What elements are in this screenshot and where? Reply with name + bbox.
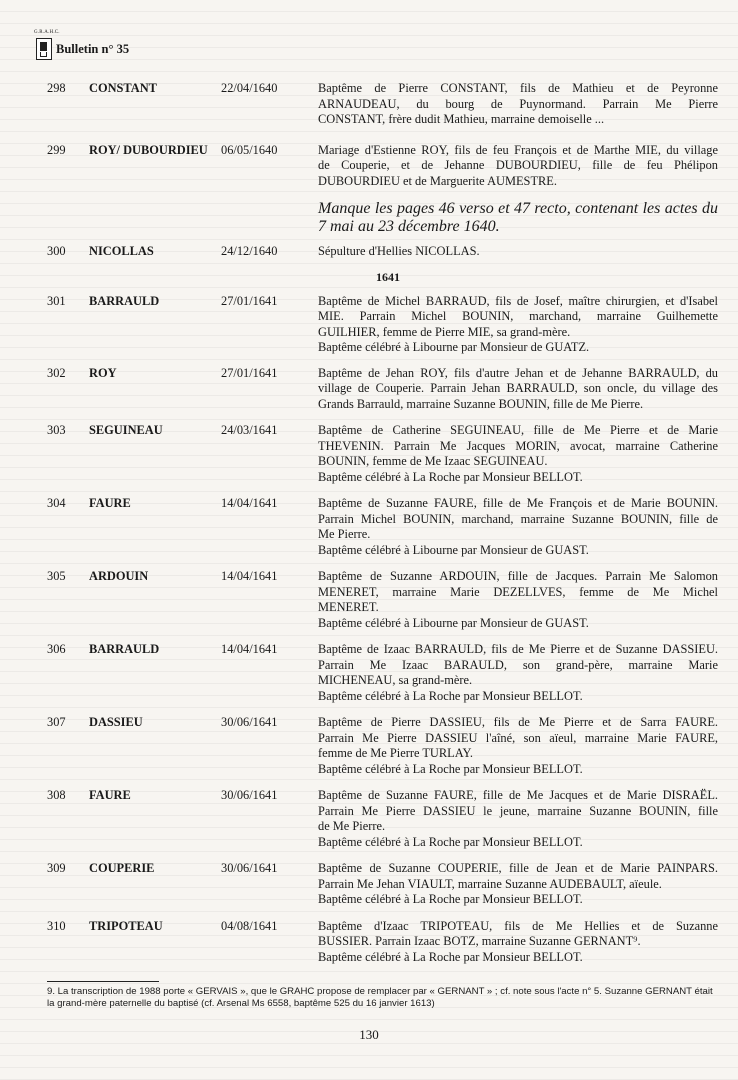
entry-text bbox=[318, 496, 718, 558]
entry-text-line: Baptême célébré à La Roche par Monsieur BELLOT. bbox=[318, 949, 583, 964]
entry-text-line: Baptême célébré à La Roche par Monsieur BELLOT. bbox=[318, 469, 583, 484]
register-entry bbox=[0, 244, 738, 260]
entry-text-line: ARNAUDEAU, du bourg de Puynormand. Parrain Me Pierre bbox=[318, 96, 718, 111]
entry-text bbox=[318, 861, 718, 908]
entry-text-line: Baptême de Suzanne FAURE, fille de Me François et de Marie BOUNIN. bbox=[318, 496, 718, 510]
entry-date: 14/04/1641 bbox=[221, 569, 278, 583]
entry-surname: SEGUINEAU bbox=[89, 423, 163, 437]
register-entry bbox=[0, 861, 738, 908]
entry-surname: NICOLLAS bbox=[89, 244, 154, 258]
entry-text-line: Baptême de Catherine SEGUINEAU, fille de Me Pierre et de Marie bbox=[318, 423, 718, 437]
entry-text-line: BOUNIN, femme de Me Izaac SEGUINEAU. bbox=[318, 454, 548, 468]
register-entry bbox=[0, 919, 738, 966]
entry-text bbox=[318, 642, 718, 704]
entry-text-line: BUSSIER. Parrain Izaac BOTZ, marraine Suzanne GERNANT⁹. bbox=[318, 934, 641, 948]
entry-date: 30/06/1641 bbox=[221, 788, 278, 802]
entry-text-line: Baptême célébré à La Roche par Monsieur BELLOT. bbox=[318, 688, 583, 703]
entry-number: 298 bbox=[47, 81, 66, 95]
entry-text-line: MICHENEAU, sa grand-mère. bbox=[318, 673, 473, 687]
register-entry bbox=[0, 788, 738, 850]
logo-icon bbox=[36, 38, 52, 60]
entry-text-line: femme de Me Pierre TURLAY. bbox=[318, 746, 473, 760]
register-entry bbox=[0, 294, 738, 356]
entry-text-line: Mariage d'Estienne ROY, fils de feu François et de Marthe MIE, du village bbox=[318, 142, 718, 157]
entry-date: 30/06/1641 bbox=[221, 715, 278, 729]
entry-date: 24/03/1641 bbox=[221, 423, 278, 437]
entry-surname: TRIPOTEAU bbox=[89, 918, 163, 933]
entry-text-line: de Me Pierre. bbox=[318, 819, 386, 833]
entry-text-line: DUBOURDIEU et de Marguerite AUMESTRE. bbox=[318, 173, 557, 188]
entry-surname: DASSIEU bbox=[89, 715, 143, 729]
entry-text-line: Baptême de Michel BARRAUD, fils de Josef, maître chirurgien, et d'Isabel bbox=[318, 293, 718, 308]
entry-date: 27/01/1641 bbox=[221, 293, 278, 308]
entry-text bbox=[318, 81, 718, 128]
entry-text-line: Baptême de Jehan ROY, fils d'autre Jehan et de Jehanne BARRAULD, du bbox=[318, 365, 718, 380]
entry-text-line: Baptême d'Izaac TRIPOTEAU, fils de Me Hellies et de Suzanne bbox=[318, 918, 718, 933]
entry-number: 306 bbox=[47, 642, 66, 656]
logo-caption: G.R.A.H.C. bbox=[34, 30, 60, 35]
entry-number: 304 bbox=[47, 496, 66, 510]
entry-date: 24/12/1640 bbox=[221, 244, 278, 258]
register-entry bbox=[0, 143, 738, 190]
entry-number: 305 bbox=[47, 569, 66, 583]
bulletin-title: Bulletin n° 35 bbox=[56, 42, 130, 56]
entry-text-line: Baptême de Pierre CONSTANT, fils de Mathieu et de Peyronne bbox=[318, 81, 718, 95]
entry-text-line: MENERET, marraine Marie DEZELLVES, femme de Me Michel bbox=[318, 584, 718, 599]
entry-text-line: Me Pierre. bbox=[318, 527, 371, 541]
entry-text-line: de Couperie, et de Jehanne DUBOURDIEU, fille de feu Phélipon bbox=[318, 158, 718, 172]
entry-surname: ROY/ DUBOURDIEU bbox=[89, 142, 208, 157]
entry-text-line: Baptême célébré à Libourne par Monsieur de GUAST. bbox=[318, 542, 589, 557]
entry-text-line: village de Couperie. Parrain Jehan BARRAULD, son oncle, du village des bbox=[318, 381, 718, 395]
year-heading: 1641 bbox=[376, 269, 400, 284]
entry-surname: BARRAULD bbox=[89, 293, 160, 308]
entry-text-line: GUILHIER, femme de Pierre MIE, sa grand-mère. bbox=[318, 324, 571, 339]
entry-number: 302 bbox=[47, 365, 66, 380]
entry-text-line: CONSTANT, frère dudit Mathieu, marraine demoiselle ... bbox=[318, 112, 605, 126]
entry-text bbox=[318, 919, 718, 966]
entry-text-line: Baptême célébré à La Roche par Monsieur BELLOT. bbox=[318, 892, 583, 906]
entry-text bbox=[318, 715, 718, 777]
entry-number: 308 bbox=[47, 788, 66, 802]
register-entry bbox=[0, 642, 738, 704]
entry-text-line: Sépulture d'Hellies NICOLLAS. bbox=[318, 244, 480, 258]
entry-number: 307 bbox=[47, 715, 66, 729]
entry-text bbox=[318, 294, 718, 356]
page-number: 130 bbox=[359, 1027, 379, 1042]
entry-date: 14/04/1641 bbox=[221, 496, 278, 510]
entry-surname: FAURE bbox=[89, 788, 131, 802]
entry-number: 299 bbox=[47, 142, 66, 157]
entry-text-line: Parrain Michel BOUNIN, marchand, marraine Suzanne BOUNIN, fille de bbox=[318, 511, 718, 526]
entry-text-line: Baptême célébré à Libourne par Monsieur de GUAST. bbox=[318, 615, 589, 630]
register-entry bbox=[0, 423, 738, 485]
entry-date: 06/05/1640 bbox=[221, 142, 278, 157]
entry-surname: ROY bbox=[89, 365, 117, 380]
entry-text-line: Grands Barrauld, marraine Suzanne BOUNIN, fille de Me Pierre. bbox=[318, 396, 644, 411]
entry-text-line: MENERET. bbox=[318, 600, 379, 614]
register-entry bbox=[0, 81, 738, 128]
entry-text-line: Baptême célébré à La Roche par Monsieur BELLOT. bbox=[318, 834, 583, 849]
entry-number: 300 bbox=[47, 244, 66, 258]
entry-date: 14/04/1641 bbox=[221, 642, 278, 656]
entry-text bbox=[318, 569, 718, 631]
entry-surname: FAURE bbox=[89, 496, 131, 510]
entry-date: 04/08/1641 bbox=[221, 918, 278, 933]
entry-number: 310 bbox=[47, 918, 66, 933]
entry-text-line: Baptême de Suzanne FAURE, fille de Me Jacques et de Marie DISRAËL. bbox=[318, 788, 718, 802]
entry-surname: ARDOUIN bbox=[89, 569, 149, 583]
entry-date: 27/01/1641 bbox=[221, 365, 278, 380]
entry-text bbox=[318, 788, 718, 850]
entry-text-line: Parrain Me Pierre DASSIEU l'aîné, son aïeul, marraine Marie FAURE, bbox=[318, 730, 718, 745]
entry-text bbox=[318, 244, 718, 260]
entry-text-line: Parrain Me Pierre DASSIEU le jeune, marraine Suzanne BOUNIN, fille bbox=[318, 803, 718, 818]
entry-surname: BARRAULD bbox=[89, 642, 160, 656]
entry-date: 30/06/1641 bbox=[221, 861, 278, 875]
entry-text-line: MIE. Parrain Michel BOUNIN, marchand, marraine Guilhemette bbox=[318, 309, 718, 323]
entry-text-line: Baptême de Suzanne ARDOUIN, fille de Jacques. Parrain Me Salomon bbox=[318, 569, 718, 583]
entry-text bbox=[318, 423, 718, 485]
register-entry bbox=[0, 715, 738, 777]
entry-surname: COUPERIE bbox=[89, 861, 155, 875]
missing-pages-note: Manque les pages 46 verso et 47 recto, contenant les actes du 7 mai au 23 décembre 1640. bbox=[318, 200, 718, 235]
entry-text bbox=[318, 366, 718, 413]
entry-text-line: Baptême célébré à Libourne par Monsieur de GUATZ. bbox=[318, 340, 590, 354]
entry-date: 22/04/1640 bbox=[221, 81, 278, 95]
register-entry bbox=[0, 366, 738, 413]
entry-text bbox=[318, 143, 718, 190]
register-entry bbox=[0, 496, 738, 558]
entry-text-line: THEVENIN. Parrain Me Jacques MORIN, avocat, marraine Catherine bbox=[318, 438, 718, 453]
entry-surname: CONSTANT bbox=[89, 81, 157, 95]
entry-text-line: Parrain Me Izaac BARAULD, son grand-père, marraine Marie bbox=[318, 657, 718, 672]
entry-text-line: Baptême célébré à La Roche par Monsieur BELLOT. bbox=[318, 761, 583, 776]
entry-number: 309 bbox=[47, 861, 66, 875]
footnote-divider bbox=[47, 981, 159, 982]
entry-text-line: Baptême de Izaac BARRAULD, fils de Me Pierre et de Suzanne DASSIEU. bbox=[318, 642, 718, 656]
entry-number: 303 bbox=[47, 423, 66, 437]
register-entries bbox=[0, 81, 738, 965]
register-entry bbox=[0, 569, 738, 631]
entry-number: 301 bbox=[47, 293, 66, 308]
entry-text-line: Baptême de Pierre DASSIEU, fils de Me Pierre et de Sarra FAURE. bbox=[318, 715, 718, 729]
entry-text-line: Parrain Me Jehan VIAULT, marraine Suzanne AUDEBAULT, aïeule. bbox=[318, 876, 662, 891]
footnote: 9. La transcription de 1988 porte « GERVAIS », que le GRAHC propose de remplacer par « GERNANT » ; cf. note sous l'acte n° 5. Suzanne GERNANT était la grand-mère paternelle du baptisé (cf. Arsenal Ms 6558, baptême 525 du 16 janvier 1613) bbox=[47, 986, 713, 1010]
entry-text-line: Baptême de Suzanne COUPERIE, fille de Jean et de Marie PAINPARS. bbox=[318, 861, 718, 875]
